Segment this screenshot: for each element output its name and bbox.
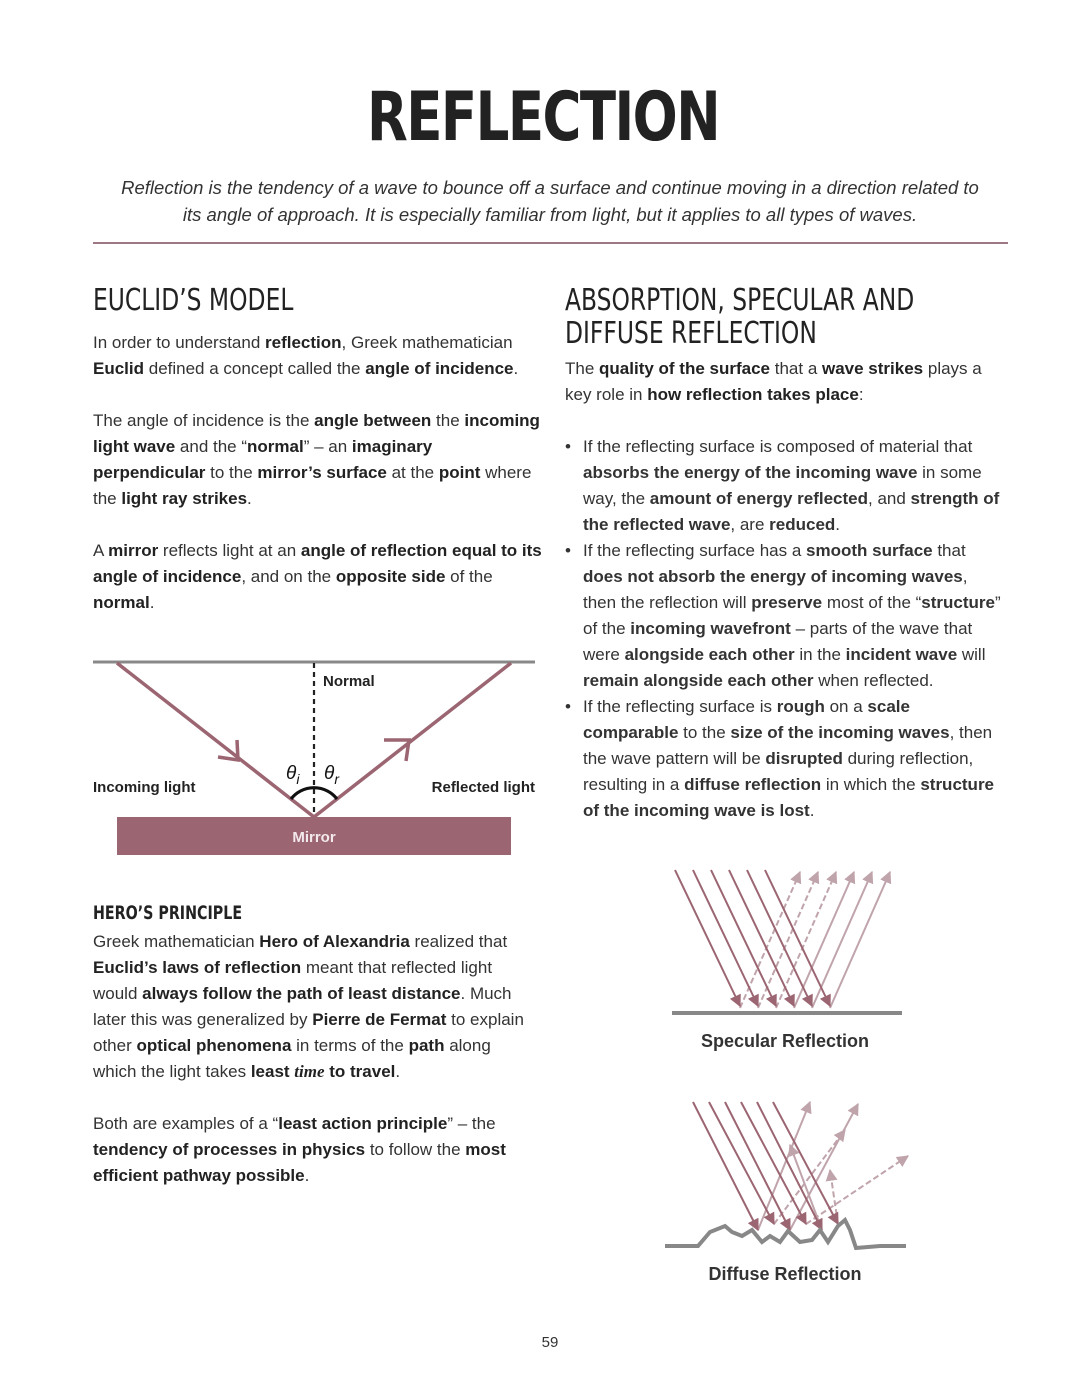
specular-reflected-ray <box>830 872 890 1008</box>
specular-incident-ray <box>765 870 830 1006</box>
mirror-label: Mirror <box>292 829 336 846</box>
intro-text: Reflection is the tendency of a wave to bounce off a surface and continue moving in a direction related to its angle of approach. It is especially familiar from light, but it applies to all types of waves. <box>121 177 979 225</box>
specular-incident-ray <box>729 870 794 1006</box>
diffuse-caption: Diffuse Reflection <box>708 1264 862 1284</box>
specular-caption: Specular Reflection <box>700 1031 870 1051</box>
specular-incident-ray <box>747 870 812 1006</box>
absorption-heading: ABSORPTION, SPECULAR AND DIFFUSE REFLECTION <box>565 283 915 351</box>
incoming-light-label: Incoming light <box>93 779 196 796</box>
specular-incident-ray <box>693 870 758 1006</box>
diffuse-reflection-diagram <box>640 1090 940 1260</box>
specular-incident-ray <box>711 870 776 1006</box>
diffuse-incident-ray <box>773 1102 838 1224</box>
diffuse-incident-ray <box>725 1102 790 1230</box>
hero-paragraph-1: Greek mathematician Hero of Alexandria realized that Euclid’s laws of reflection meant that reflected light would always follow the path of least distance. Much later this was generalized by Pierre de Fermat to explain other optical phenomena in terms of the path along which the light takes least time to travel. <box>93 932 524 1081</box>
diffuse-incident-ray <box>709 1102 774 1224</box>
specular-reflection-diagram <box>640 860 940 1030</box>
rough-surface <box>665 1220 906 1248</box>
euclid-paragraph-3: A mirror reflects light at an angle of reflection equal to its angle of incidence, and on the opposite side of the normal. <box>93 541 542 612</box>
page-number: 59 <box>541 1334 559 1351</box>
normal-label: Normal <box>323 673 375 690</box>
bullet-smooth-surface: • If the reflecting surface has a smooth surface that does not absorb the energy of incoming waves, then the reflection will preserve most of the “structure” of the incoming wavefront – parts of the wave that were alongside each other in the incident wave will remain alongside each other when reflected. <box>565 538 1005 694</box>
page-title: REFLECTION <box>366 78 720 157</box>
diffuse-scattered-ray <box>790 1145 822 1230</box>
diffuse-scattered-ray <box>806 1156 908 1224</box>
theta-i-symbol: $\theta_i$ <box>286 763 300 787</box>
hero-paragraph-2: Both are examples of a “least action principle” – the tendency of processes in physics to follow the most efficient pathway possible. <box>93 1114 506 1185</box>
euclid-heading: EUCLID’S MODEL <box>93 283 294 318</box>
diffuse-incident-ray <box>693 1102 758 1230</box>
bullet-rough-surface: • If the reflecting surface is rough on a scale comparable to the size of the incoming waves, then the wave pattern will be disrupted during reflection, resulting in a diffuse reflection in which the structure of the incoming wave is lost. <box>565 694 1005 824</box>
bullet-absorbing-surface: • If the reflecting surface is composed of material that absorbs the energy of the incoming wave in some way, the amount of energy reflected, and strength of the reflected wave, are reduced. <box>565 434 1005 538</box>
euclid-paragraph-1: In order to understand reflection, Greek mathematician Euclid defined a concept called the angle of incidence. <box>93 333 519 378</box>
absorption-paragraph: The quality of the surface that a wave strikes plays a key role in how reflection takes place: <box>565 359 982 404</box>
theta-r-symbol: $\theta_r$ <box>324 763 339 787</box>
diffuse-scattered-ray <box>774 1130 845 1224</box>
euclid-paragraph-2: The angle of incidence is the angle between the incoming light wave and the “normal” – an imaginary perpendicular to the mirror’s surface at the point where the light ray strikes. <box>93 411 540 508</box>
specular-incident-ray <box>675 870 740 1006</box>
surface-bullet-list <box>565 434 1005 824</box>
hero-heading: HERO’S PRINCIPLE <box>93 902 243 924</box>
reflected-light-label: Reflected light <box>431 779 535 796</box>
